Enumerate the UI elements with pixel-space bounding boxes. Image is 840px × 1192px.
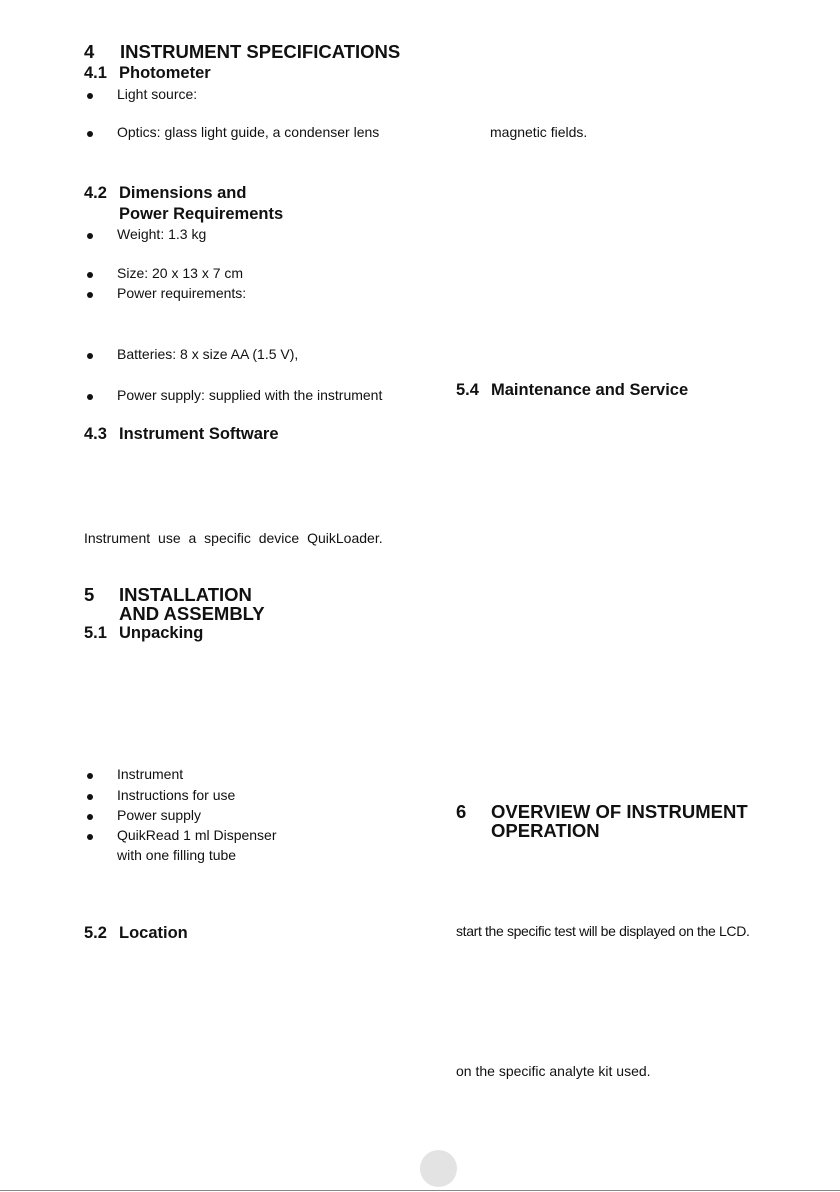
section-4-heading: 4 INSTRUMENT SPECIFICATIONS bbox=[84, 41, 401, 62]
list-item: Power requirements: bbox=[117, 285, 247, 301]
software-text: Instrument use a specific device QuikLoader. bbox=[84, 530, 383, 546]
bullet-icon bbox=[87, 773, 93, 779]
section-5-4-heading: 5.4 Maintenance and Service bbox=[456, 381, 689, 399]
bullet-icon bbox=[87, 131, 93, 137]
section-4-2-heading: 4.2 Dimensions and bbox=[84, 184, 247, 202]
section-4-3-heading: 4.3 Instrument Software bbox=[84, 425, 279, 443]
bullet-icon bbox=[87, 292, 93, 298]
bullet-icon bbox=[87, 794, 93, 800]
list-item: Optics: glass light guide, a condenser lens bbox=[117, 124, 380, 140]
bullet-icon bbox=[87, 814, 93, 820]
bullet-icon bbox=[87, 394, 93, 400]
list-item: Instrument bbox=[117, 766, 184, 782]
section-4-1-heading: 4.1 Photometer bbox=[84, 64, 211, 82]
section-5-heading-line2: AND ASSEMBLY bbox=[119, 603, 265, 624]
section-5-1-heading: 5.1 Unpacking bbox=[84, 624, 204, 642]
analyte-kit-text: on the specific analyte kit used. bbox=[456, 1063, 651, 1079]
bullet-icon bbox=[87, 272, 93, 278]
section-6-heading: 6 OVERVIEW OF INSTRUMENT bbox=[456, 801, 748, 822]
list-item: Size: 20 x 13 x 7 cm bbox=[117, 265, 244, 281]
bullet-icon bbox=[87, 353, 93, 359]
list-item: Light source: bbox=[117, 86, 198, 102]
list-item-continuation: with one filling tube bbox=[117, 847, 237, 863]
lcd-text: start the specific test will be displayed on the LCD. bbox=[456, 923, 750, 939]
list-item: Instructions for use bbox=[117, 787, 236, 803]
page-number-circle bbox=[420, 1150, 457, 1187]
bullet-icon bbox=[87, 93, 93, 99]
list-item: Weight: 1.3 kg bbox=[117, 226, 207, 242]
bullet-icon bbox=[87, 233, 93, 239]
list-item: Batteries: 8 x size AA (1.5 V), bbox=[117, 346, 299, 362]
section-5-heading: 5 INSTALLATION bbox=[84, 584, 252, 605]
section-4-2-heading-line2: Power Requirements bbox=[119, 205, 284, 223]
list-item: Power supply bbox=[117, 807, 202, 823]
magnetic-fields-text: magnetic fields. bbox=[490, 124, 588, 140]
section-6-heading-line2: OPERATION bbox=[491, 820, 600, 841]
section-5-2-heading: 5.2 Location bbox=[84, 924, 188, 942]
bullet-icon bbox=[87, 834, 93, 840]
list-item: Power supply: supplied with the instrument bbox=[117, 387, 383, 403]
page-bottom-rule bbox=[0, 1190, 840, 1191]
list-item: QuikRead 1 ml Dispenser bbox=[117, 827, 277, 843]
